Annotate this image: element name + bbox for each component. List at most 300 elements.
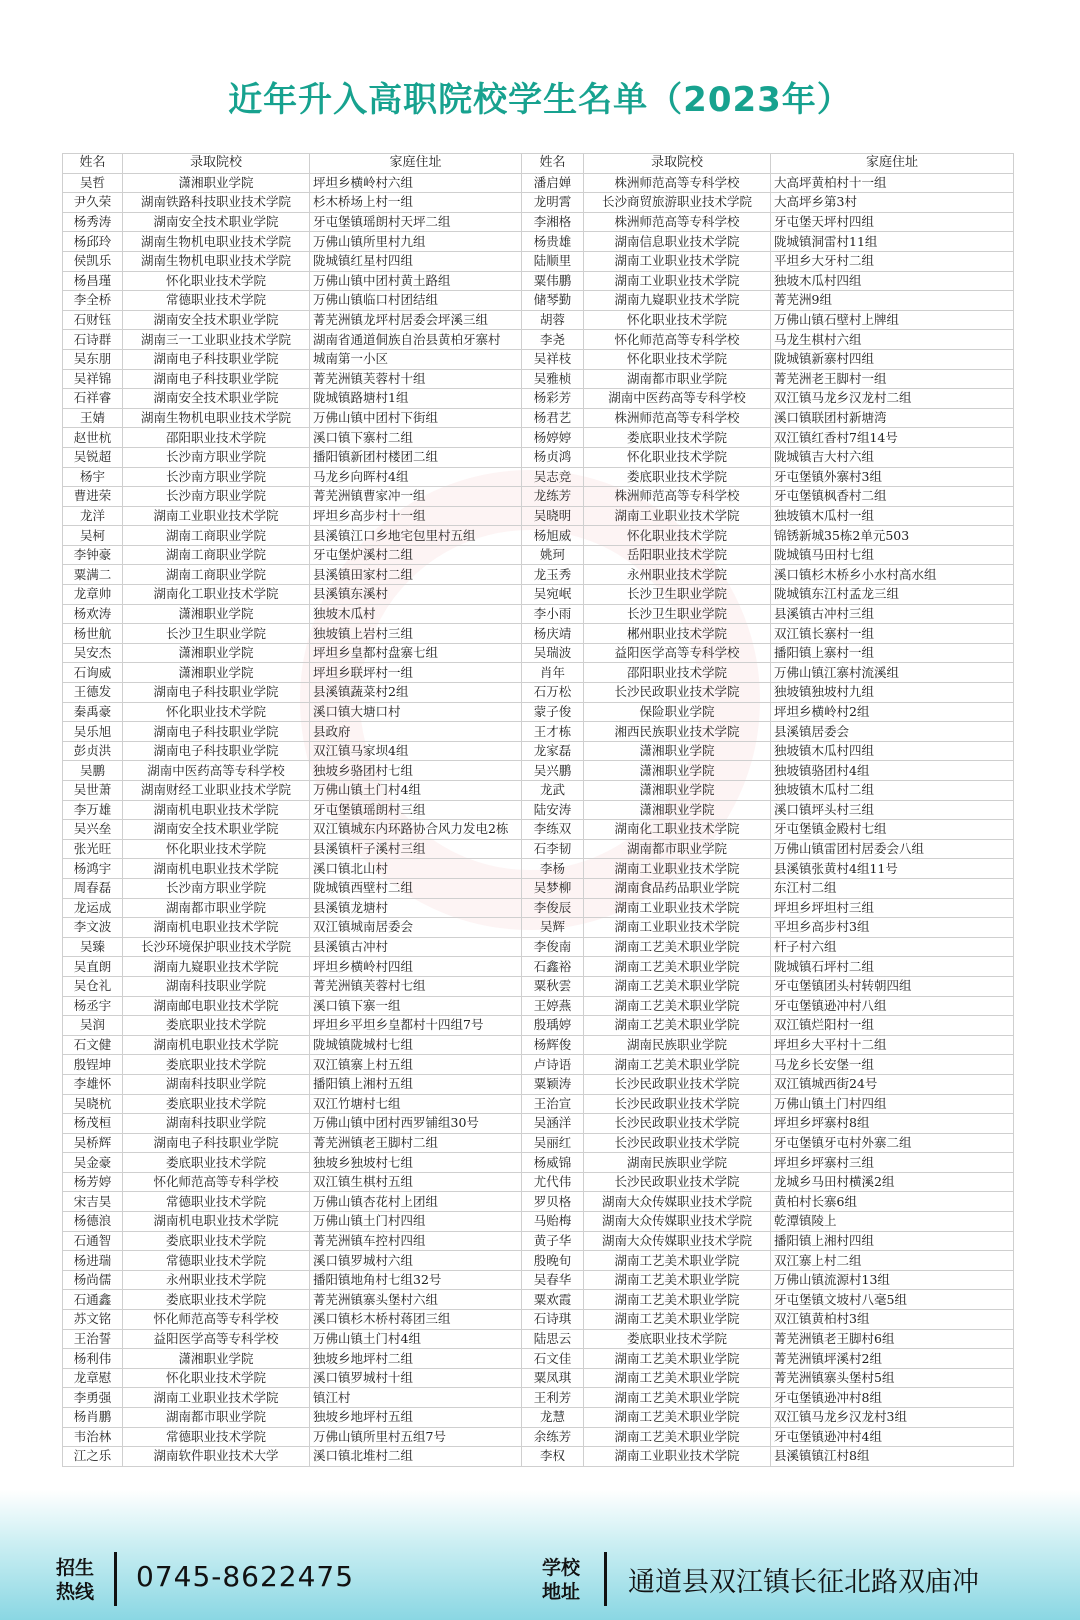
address-divider: [604, 1552, 607, 1606]
address-cell: 坪坦乡平坦乡皇都村十四组7号: [310, 1016, 522, 1036]
table-row: [63, 251, 1014, 271]
name-cell: 杨邱玲: [63, 232, 123, 252]
table-row: [63, 820, 1014, 840]
hotline-value: 0745-8622475: [136, 1560, 355, 1593]
name-cell: 储琴勤: [522, 291, 584, 311]
address-cell: 播阳镇新团村楼团二组: [310, 447, 522, 467]
school-cell: 怀化师范高等专科学校: [123, 1310, 310, 1330]
address-cell: 万佛山镇中团村下街组: [310, 408, 522, 428]
address-cell: 菁芜洲镇龙坪村居委会坪溪三组: [310, 310, 522, 330]
school-cell: 湖南都市职业学院: [123, 1408, 310, 1428]
table-row: [63, 604, 1014, 624]
name-cell: 陆安涛: [522, 800, 584, 820]
name-cell: 杨利伟: [63, 1349, 123, 1369]
name-cell: 吴瑞波: [522, 643, 584, 663]
address-cell: 播阳镇上湘村四组: [771, 1231, 1014, 1251]
school-cell: 湖南大众传媒职业技术学院: [584, 1192, 771, 1212]
school-cell: 怀化职业技术学院: [584, 526, 771, 546]
name-cell: 吴丽红: [522, 1133, 584, 1153]
table-row: [63, 271, 1014, 291]
table-row: [63, 565, 1014, 585]
name-cell: 卢诗语: [522, 1055, 584, 1075]
address-cell: 菁芜洲9组: [771, 291, 1014, 311]
table-row: [63, 193, 1014, 213]
address-cell: 坪坦乡坪坦村三组: [771, 898, 1014, 918]
name-cell: 蒙子俊: [522, 702, 584, 722]
school-cell: 湖南科技职业学院: [123, 1114, 310, 1134]
address-cell: 县溪镇杆子溪村三组: [310, 839, 522, 859]
school-cell: 长沙南方职业学院: [123, 878, 310, 898]
name-cell: 李杨: [522, 859, 584, 879]
address-cell: 坪坦乡大平村十二组: [771, 1035, 1014, 1055]
address-cell: 独坡乡独坡村七组: [310, 1153, 522, 1173]
table-row: [63, 781, 1014, 801]
address-cell: 双江竹塘村七组: [310, 1094, 522, 1114]
name-cell: 吴东朋: [63, 349, 123, 369]
address-cell: 菁芜洲镇芙蓉村十组: [310, 369, 522, 389]
name-cell: 苏文铭: [63, 1310, 123, 1330]
school-cell: 怀化职业技术学院: [584, 310, 771, 330]
school-cell: 娄底职业技术学院: [123, 1016, 310, 1036]
name-cell: 杨辉俊: [522, 1035, 584, 1055]
school-cell: 湖南中医药高等专科学校: [123, 761, 310, 781]
address-cell: 万佛山镇土门村四组: [310, 1212, 522, 1232]
school-cell: 湖南工艺美术职业学院: [584, 937, 771, 957]
school-cell: 湖南中医药高等专科学校: [584, 389, 771, 409]
address-cell: 牙屯堡镇逊冲村八组: [771, 996, 1014, 1016]
name-cell: 龙洋: [63, 506, 123, 526]
name-cell: 吴兴垒: [63, 820, 123, 840]
school-cell: 湖南电子科技职业学院: [123, 369, 310, 389]
name-cell: 吴志竞: [522, 467, 584, 487]
name-cell: 石财钰: [63, 310, 123, 330]
school-cell: 怀化职业技术学院: [123, 271, 310, 291]
address-cell: 万佛山镇所里村五组7号: [310, 1427, 522, 1447]
school-cell: 益阳医学高等专科学校: [584, 643, 771, 663]
name-cell: 吴涵洋: [522, 1114, 584, 1134]
table-row: [63, 741, 1014, 761]
table-row: [63, 173, 1014, 193]
school-cell: 常德职业技术学院: [123, 1427, 310, 1447]
address-cell: 牙屯堡镇瑶朗村三组: [310, 800, 522, 820]
address-cell: 菁芜洲镇老王脚村6组: [771, 1329, 1014, 1349]
school-cell: 怀化职业技术学院: [584, 349, 771, 369]
name-cell: 杨芳婷: [63, 1172, 123, 1192]
table-row: [63, 506, 1014, 526]
school-cell: 湖南工艺美术职业学院: [584, 976, 771, 996]
school-cell: 湖南工商职业学院: [123, 565, 310, 585]
address-cell: 牙屯堡镇外寨村3组: [771, 467, 1014, 487]
address-cell: 陇城镇吉大村六组: [771, 447, 1014, 467]
school-cell: 长沙民政职业技术学院: [584, 1172, 771, 1192]
address-cell: 平坦乡高步村3组: [771, 918, 1014, 938]
address-cell: 陇城镇新寨村四组: [771, 349, 1014, 369]
school-cell: 长沙卫生职业学院: [123, 624, 310, 644]
school-cell: 邵阳职业技术学院: [123, 428, 310, 448]
name-cell: 杨贞鸿: [522, 447, 584, 467]
table-row: [63, 859, 1014, 879]
address-cell: 牙屯堡镇金殿村七组: [771, 820, 1014, 840]
school-cell: 株洲师范高等专科学校: [584, 487, 771, 507]
school-cell: 湖南化工职业技术学院: [123, 585, 310, 605]
table-row: [63, 1016, 1014, 1036]
name-cell: 姚珂: [522, 545, 584, 565]
name-cell: 杨宇: [63, 467, 123, 487]
name-cell: 杨庆靖: [522, 624, 584, 644]
school-cell: 邵阳职业技术学院: [584, 663, 771, 683]
table-row: [63, 1114, 1014, 1134]
table-row: [63, 800, 1014, 820]
name-cell: 黄子华: [522, 1231, 584, 1251]
school-cell: 保险职业学院: [584, 702, 771, 722]
address-cell: 杆子村六组: [771, 937, 1014, 957]
school-cell: 娄底职业技术学院: [123, 1231, 310, 1251]
school-cell: 湖南电子科技职业学院: [123, 741, 310, 761]
school-cell: 湖南电子科技职业学院: [123, 349, 310, 369]
table-row: [63, 1310, 1014, 1330]
table-row: [63, 683, 1014, 703]
table-row: [63, 1408, 1014, 1428]
school-cell: 潇湘职业学院: [584, 800, 771, 820]
address-cell: 溪口镇下寨一组: [310, 996, 522, 1016]
name-cell: 李全桥: [63, 291, 123, 311]
student-table: [62, 153, 1014, 1467]
school-cell: 湖南工艺美术职业学院: [584, 1290, 771, 1310]
name-cell: 殷瑀婷: [522, 1016, 584, 1036]
name-cell: 杨进瑞: [63, 1251, 123, 1271]
name-cell: 尤代伟: [522, 1172, 584, 1192]
school-cell: 常德职业技术学院: [123, 291, 310, 311]
address-cell: 万佛山镇石壁村上牌组: [771, 310, 1014, 330]
address-cell: 万佛山镇临口村团结组: [310, 291, 522, 311]
address-cell: 双江镇寨上村五组: [310, 1055, 522, 1075]
address-cell: 龙城乡马田村横溪2组: [771, 1172, 1014, 1192]
address-cell: 独坡镇木瓜村四组: [771, 741, 1014, 761]
school-cell: 永州职业技术学院: [123, 1270, 310, 1290]
address-cell: 牙屯堡镇文坡村八毫5组: [771, 1290, 1014, 1310]
table-row: [63, 1192, 1014, 1212]
school-cell: 娄底职业技术学院: [584, 1329, 771, 1349]
table-row: [63, 898, 1014, 918]
school-cell: 湖南大众传媒职业技术学院: [584, 1231, 771, 1251]
school-cell: 娄底职业技术学院: [123, 1290, 310, 1310]
name-cell: 杨旭威: [522, 526, 584, 546]
name-cell: 吴晓杭: [63, 1094, 123, 1114]
school-cell: 潇湘职业学院: [123, 1349, 310, 1369]
name-cell: 王婷燕: [522, 996, 584, 1016]
table-row: [63, 918, 1014, 938]
address-cell: 溪口镇杉木桥村蒋团三组: [310, 1310, 522, 1330]
col-header-school-1: 录取院校: [123, 154, 310, 174]
address-cell: 菁芜洲镇老王脚村二组: [310, 1133, 522, 1153]
name-cell: 王治誓: [63, 1329, 123, 1349]
address-cell: 湖南省通道侗族自治县黄柏牙寨村: [310, 330, 522, 350]
name-cell: 龙明霄: [522, 193, 584, 213]
name-cell: 杨世航: [63, 624, 123, 644]
school-cell: 湖南机电职业技术学院: [123, 859, 310, 879]
school-cell: 潇湘职业学院: [584, 741, 771, 761]
name-cell: 杨贵雄: [522, 232, 584, 252]
address-cell: 大高坪黄柏村十一组: [771, 173, 1014, 193]
school-cell: 湖南电子科技职业学院: [123, 683, 310, 703]
address-cell: 牙屯堡炉溪村二组: [310, 545, 522, 565]
school-cell: 湖南都市职业学院: [584, 369, 771, 389]
address-cell: 牙屯堡镇瑶朗村天坪二组: [310, 212, 522, 232]
address-cell: 县溪镇江口乡地宅包里村五组: [310, 526, 522, 546]
address-cell: 县溪镇蔬菜村2组: [310, 683, 522, 703]
table-body: [63, 173, 1014, 1466]
table-row: [63, 957, 1014, 977]
name-cell: 杨君艺: [522, 408, 584, 428]
name-cell: 李小雨: [522, 604, 584, 624]
school-cell: 湖南电子科技职业学院: [123, 722, 310, 742]
school-cell: 湖南工艺美术职业学院: [584, 1251, 771, 1271]
school-cell: 湖南生物机电职业技术学院: [123, 232, 310, 252]
address-cell: 坪坦乡横岭村四组: [310, 957, 522, 977]
hotline-divider: [114, 1552, 117, 1606]
school-cell: 湖南工业职业技术学院: [584, 898, 771, 918]
school-cell: 湖南工艺美术职业学院: [584, 1388, 771, 1408]
address-cell: 县政府: [310, 722, 522, 742]
school-cell: 湖南工艺美术职业学院: [584, 1349, 771, 1369]
name-cell: 吴祥枝: [522, 349, 584, 369]
name-cell: 吴仓礼: [63, 976, 123, 996]
address-cell: 独坡木瓜村: [310, 604, 522, 624]
address-cell: 陇城镇石坪村二组: [771, 957, 1014, 977]
name-cell: 王婧: [63, 408, 123, 428]
school-cell: 潇湘职业学院: [123, 663, 310, 683]
table-row: [63, 1251, 1014, 1271]
name-cell: 潘启婵: [522, 173, 584, 193]
school-cell: 潇湘职业学院: [584, 781, 771, 801]
name-cell: 石询威: [63, 663, 123, 683]
name-cell: 石诗群: [63, 330, 123, 350]
address-cell: 镇江村: [310, 1388, 522, 1408]
table-row: [63, 526, 1014, 546]
school-cell: 湖南安全技术职业学院: [123, 820, 310, 840]
name-cell: 李万雄: [63, 800, 123, 820]
table-row: [63, 1212, 1014, 1232]
address-cell: 县溪镇张黄村4组11号: [771, 859, 1014, 879]
address-cell: 万佛山镇中团村西罗铺组30号: [310, 1114, 522, 1134]
table-row: [63, 1035, 1014, 1055]
address-cell: 黄柏村长寨6组: [771, 1192, 1014, 1212]
address-cell: 乾潭镇陵上: [771, 1212, 1014, 1232]
address-cell: 溪口镇大塘口村: [310, 702, 522, 722]
name-cell: 殷锃坤: [63, 1055, 123, 1075]
name-cell: 杨尚儒: [63, 1270, 123, 1290]
address-cell: 双江镇城东内环路协合风力发电2栋: [310, 820, 522, 840]
school-cell: 株洲师范高等专科学校: [584, 408, 771, 428]
name-cell: 粟秋雲: [522, 976, 584, 996]
name-cell: 吴祥锦: [63, 369, 123, 389]
school-cell: 湖南软件职业技术大学: [123, 1447, 310, 1467]
school-cell: 湖南化工职业技术学院: [584, 820, 771, 840]
name-cell: 殷晚旬: [522, 1251, 584, 1271]
table-row: [63, 447, 1014, 467]
table-row: [63, 1368, 1014, 1388]
school-cell: 湖南大众传媒职业技术学院: [584, 1212, 771, 1232]
school-cell: 郴州职业技术学院: [584, 624, 771, 644]
name-cell: 吴安杰: [63, 643, 123, 663]
name-cell: 吴辉: [522, 918, 584, 938]
school-cell: 株洲师范高等专科学校: [584, 173, 771, 193]
school-cell: 湖南工业职业技术学院: [123, 1388, 310, 1408]
address-cell: 县溪镇田家村二组: [310, 565, 522, 585]
name-cell: 石祥睿: [63, 389, 123, 409]
name-cell: 吴乐旭: [63, 722, 123, 742]
address-cell: 双江镇生棋村五组: [310, 1172, 522, 1192]
name-cell: 罗贝格: [522, 1192, 584, 1212]
address-cell: 独坡镇独坡村九组: [771, 683, 1014, 703]
name-cell: 石鑫裕: [522, 957, 584, 977]
table-row: [63, 545, 1014, 565]
table-row: [63, 1329, 1014, 1349]
table-row: [63, 1447, 1014, 1467]
school-cell: 长沙民政职业技术学院: [584, 1133, 771, 1153]
school-cell: 湖南机电职业技术学院: [123, 800, 310, 820]
name-cell: 吴宛岷: [522, 585, 584, 605]
school-cell: 娄底职业技术学院: [584, 467, 771, 487]
name-cell: 余练芳: [522, 1427, 584, 1447]
address-label: 学校地址: [541, 1557, 580, 1603]
table-row: [63, 487, 1014, 507]
name-cell: 龙章帅: [63, 585, 123, 605]
school-cell: 湖南工艺美术职业学院: [584, 1016, 771, 1036]
school-cell: 长沙南方职业学院: [123, 467, 310, 487]
name-cell: 杨欢涛: [63, 604, 123, 624]
name-cell: 杨肖鹏: [63, 1408, 123, 1428]
table-row: [63, 369, 1014, 389]
school-cell: 怀化职业技术学院: [584, 447, 771, 467]
school-cell: 湖南民族职业学院: [584, 1035, 771, 1055]
name-cell: 龙练芳: [522, 487, 584, 507]
table-row: [63, 1074, 1014, 1094]
school-cell: 湖南电子科技职业学院: [123, 1133, 310, 1153]
address-cell: 播阳镇上湘村五组: [310, 1074, 522, 1094]
school-cell: 湖南工艺美术职业学院: [584, 996, 771, 1016]
school-cell: 湖南三一工业职业技术学院: [123, 330, 310, 350]
address-cell: 播阳镇上寨村一组: [771, 643, 1014, 663]
name-cell: 曹进荣: [63, 487, 123, 507]
address-cell: 双江镇城西街24号: [771, 1074, 1014, 1094]
school-cell: 娄底职业技术学院: [584, 428, 771, 448]
name-cell: 宋吉昊: [63, 1192, 123, 1212]
school-cell: 湖南生物机电职业技术学院: [123, 408, 310, 428]
address-cell: 牙屯堡镇牙屯村外寨二组: [771, 1133, 1014, 1153]
col-header-name-1: 姓名: [63, 154, 123, 174]
name-cell: 吴锐超: [63, 447, 123, 467]
name-cell: 杨彩芳: [522, 389, 584, 409]
address-cell: 双江镇长寨村一组: [771, 624, 1014, 644]
school-cell: 湖南工业职业技术学院: [584, 859, 771, 879]
address-cell: 独坡镇骆团村4组: [771, 761, 1014, 781]
school-cell: 湖南机电职业技术学院: [123, 1035, 310, 1055]
name-cell: 李文波: [63, 918, 123, 938]
address-cell: 坪坦乡高步村十一组: [310, 506, 522, 526]
name-cell: 石通智: [63, 1231, 123, 1251]
address-cell: 独坡乡地坪村二组: [310, 1349, 522, 1369]
school-cell: 长沙卫生职业学院: [584, 585, 771, 605]
address-cell: 万佛山镇土门村4组: [310, 1329, 522, 1349]
address-cell: 溪口镇杉木桥乡小水村高水组: [771, 565, 1014, 585]
school-cell: 湖南邮电职业技术学院: [123, 996, 310, 1016]
name-cell: 韦治林: [63, 1427, 123, 1447]
school-cell: 株洲师范高等专科学校: [584, 212, 771, 232]
table-row: [63, 389, 1014, 409]
col-header-address-1: 家庭住址: [310, 154, 522, 174]
school-cell: 长沙民政职业技术学院: [584, 683, 771, 703]
school-cell: 潇湘职业学院: [123, 173, 310, 193]
address-cell: 平坦乡大牙村二组: [771, 251, 1014, 271]
name-cell: 吴臻: [63, 937, 123, 957]
table-row: [63, 585, 1014, 605]
name-cell: 彭贞洪: [63, 741, 123, 761]
address-cell: 县溪镇居委会: [771, 722, 1014, 742]
school-cell: 湖南生物机电职业技术学院: [123, 251, 310, 271]
school-cell: 长沙环境保护职业技术学院: [123, 937, 310, 957]
school-cell: 湖南工艺美术职业学院: [584, 1270, 771, 1290]
school-cell: 长沙商贸旅游职业技术学院: [584, 193, 771, 213]
table-row: [63, 976, 1014, 996]
col-header-name-2: 姓名: [522, 154, 584, 174]
address-cell: 牙屯堡天坪村四组: [771, 212, 1014, 232]
table-row: [63, 663, 1014, 683]
table-row: [63, 702, 1014, 722]
col-header-address-2: 家庭住址: [771, 154, 1014, 174]
address-cell: 万佛山镇土门村四组: [771, 1094, 1014, 1114]
name-cell: 吴鹏: [63, 761, 123, 781]
name-cell: 杨德浪: [63, 1212, 123, 1232]
school-cell: 湖南民族职业学院: [584, 1153, 771, 1173]
school-cell: 湖南工商职业学院: [123, 526, 310, 546]
table-row: [63, 1270, 1014, 1290]
address-cell: 双江镇马龙乡汉龙村二组: [771, 389, 1014, 409]
address-cell: 县溪镇古冲村: [310, 937, 522, 957]
school-cell: 潇湘职业学院: [123, 643, 310, 663]
name-cell: 李湘格: [522, 212, 584, 232]
name-cell: 杨秀涛: [63, 212, 123, 232]
name-cell: 石文佳: [522, 1349, 584, 1369]
name-cell: 吴哲: [63, 173, 123, 193]
address-cell: 锦锈新城35栋2单元503: [771, 526, 1014, 546]
table-row: [63, 1427, 1014, 1447]
school-cell: 湖南九嶷职业技术学院: [123, 957, 310, 977]
student-table-wrap: [62, 153, 1013, 1467]
name-cell: 李练双: [522, 820, 584, 840]
name-cell: 吴柯: [63, 526, 123, 546]
address-cell: 双江镇城南居委会: [310, 918, 522, 938]
table-row: [63, 428, 1014, 448]
name-cell: 王利芳: [522, 1388, 584, 1408]
address-cell: 双江镇马龙乡汉龙村3组: [771, 1408, 1014, 1428]
address-cell: 陇城镇路塘村1组: [310, 389, 522, 409]
address-cell: 杉木桥场上村一组: [310, 193, 522, 213]
address-cell: 溪口镇罗城村十组: [310, 1368, 522, 1388]
school-cell: 岳阳职业技术学院: [584, 545, 771, 565]
school-cell: 湖南安全技术职业学院: [123, 212, 310, 232]
table-row: [63, 310, 1014, 330]
name-cell: 龙玉秀: [522, 565, 584, 585]
name-cell: 粟颖涛: [522, 1074, 584, 1094]
address-cell: 陇城镇东江村孟龙三组: [771, 585, 1014, 605]
school-cell: 湖南食品药品职业学院: [584, 878, 771, 898]
table-row: [63, 839, 1014, 859]
school-cell: 湖南都市职业学院: [123, 898, 310, 918]
school-cell: 娄底职业技术学院: [123, 1094, 310, 1114]
address-cell: 马龙乡向晖村4组: [310, 467, 522, 487]
name-cell: 吴直朗: [63, 957, 123, 977]
